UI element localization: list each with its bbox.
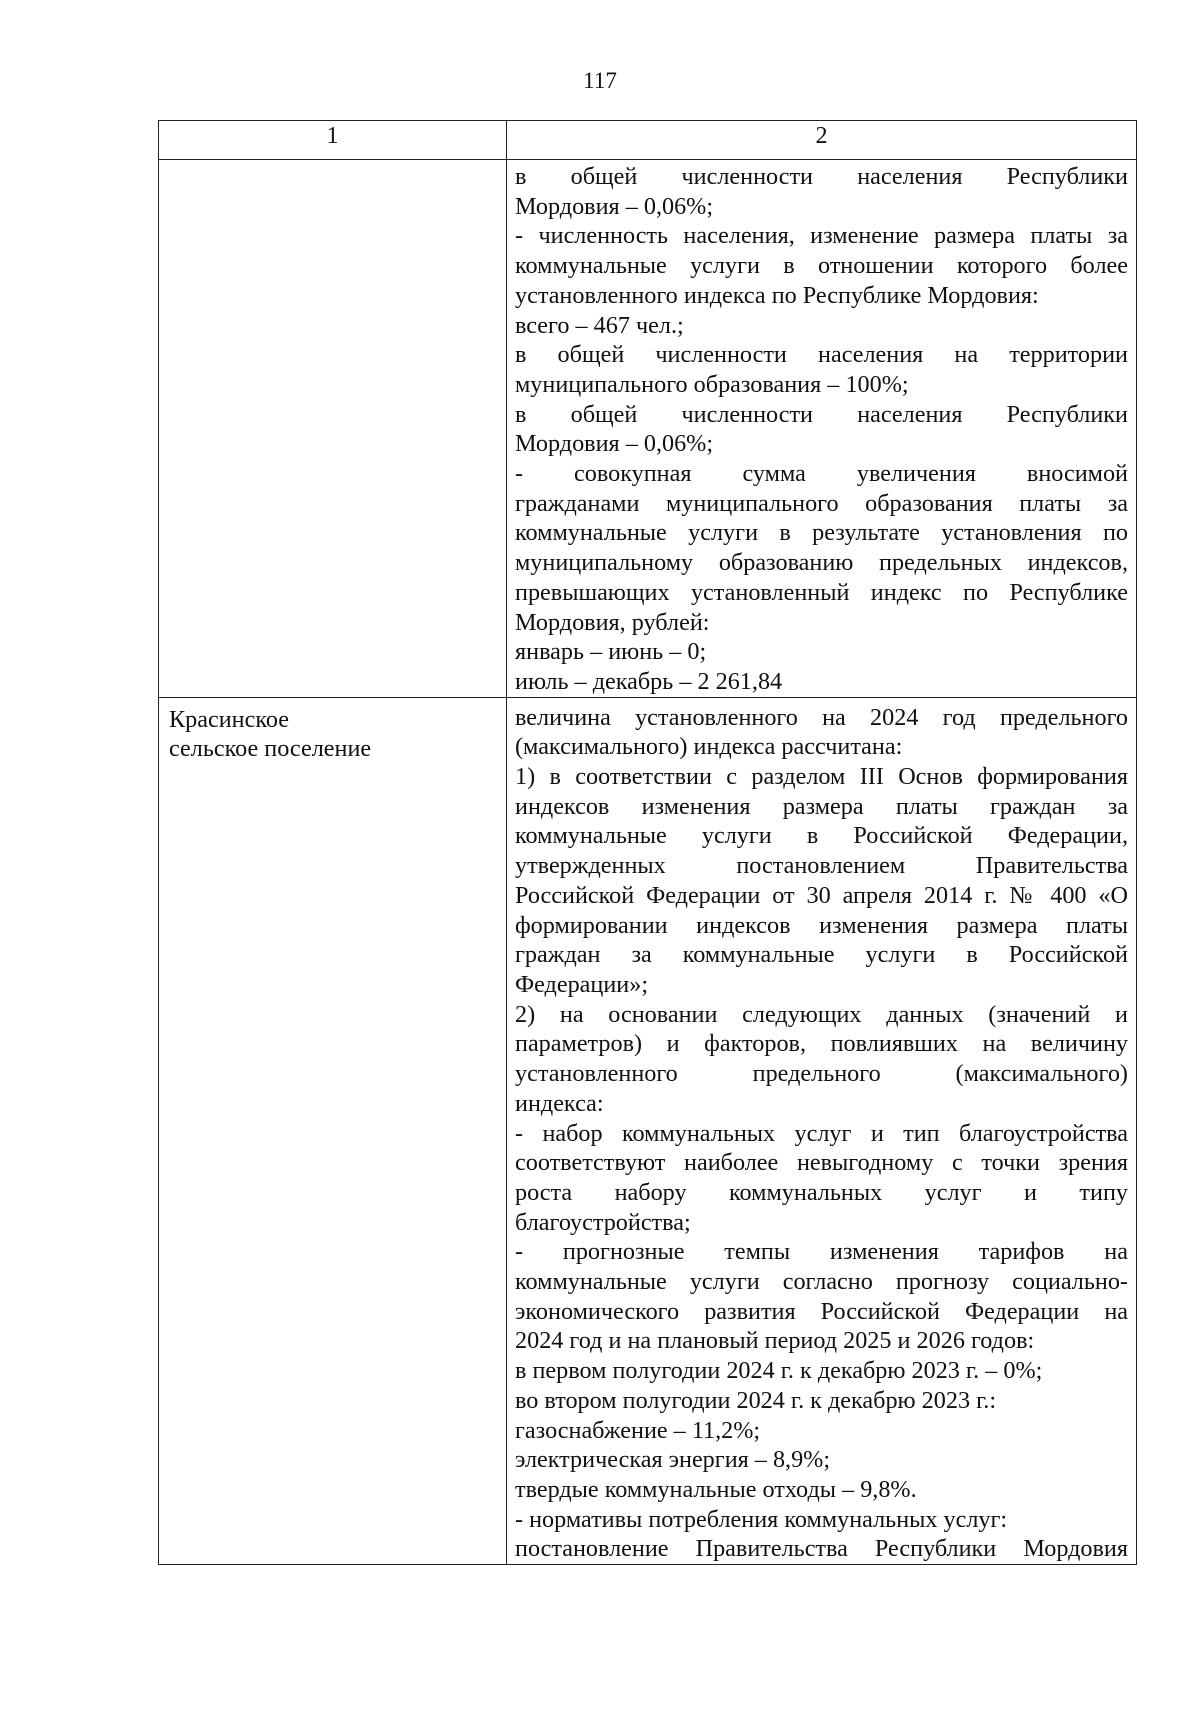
text-line: Мордовия – 0,06%; bbox=[515, 192, 714, 220]
text-line: коммунальные услуги согласно прогнозу социально- bbox=[515, 1268, 1128, 1296]
text-line: июль – декабрь – 2 261,84 bbox=[515, 667, 783, 695]
column-header-1: 1 bbox=[159, 121, 507, 160]
text-line: установленного индекса по Республике Мордовия: bbox=[515, 281, 1039, 309]
text-line: в общей численности населения Республики bbox=[515, 400, 1128, 428]
text-line: гражданами муниципального образования платы за bbox=[515, 489, 1128, 517]
text-line: величина установленного на 2024 год предельного bbox=[515, 703, 1128, 731]
text-line: 1) в соответствии с разделом III Основ формирования bbox=[515, 763, 1128, 791]
text-line: - совокупная сумма увеличения вносимой bbox=[515, 460, 1128, 488]
table-header-row bbox=[159, 121, 1137, 160]
row-1-municipality-cell bbox=[159, 160, 507, 698]
text-line: январь – июнь – 0; bbox=[515, 638, 707, 666]
text-line: газоснабжение – 11,2%; bbox=[515, 1416, 761, 1444]
text-line: - прогнозные темпы изменения тарифов на bbox=[515, 1238, 1128, 1266]
table-row bbox=[159, 160, 1137, 698]
text-line: коммунальные услуги в результате установления по bbox=[515, 519, 1128, 547]
row-2-municipality-cell bbox=[159, 697, 507, 1564]
text-line: экономического развития Российской Федерации на bbox=[515, 1297, 1128, 1325]
text-line: в общей численности населения Республики bbox=[515, 163, 1128, 190]
text-line: индекса: bbox=[515, 1089, 604, 1117]
text-line: коммунальные услуги в Российской Федерации, bbox=[515, 822, 1128, 850]
text-line: установленного предельного (максимального) bbox=[515, 1060, 1128, 1088]
municipality-name-line: сельское поселение bbox=[169, 735, 372, 763]
text-line: Российской Федерации от 30 апреля 2014 г. № 400 «О bbox=[515, 881, 1128, 909]
municipality-name-line: Красинское bbox=[169, 705, 289, 733]
text-line: в общей численности населения на территории bbox=[515, 341, 1128, 369]
column-header-2: 2 bbox=[507, 121, 1137, 160]
text-line: муниципального образования – 100%; bbox=[515, 370, 909, 398]
document-table bbox=[158, 120, 1137, 1565]
text-line: Мордовия – 0,06%; bbox=[515, 430, 714, 458]
text-line: Федерации»; bbox=[515, 970, 649, 998]
text-line: - нормативы потребления коммунальных услуг: bbox=[515, 1505, 1008, 1533]
text-line: формировании индексов изменения размера платы bbox=[515, 911, 1128, 939]
text-line: соответствуют наиболее невыгодному с точки зрения bbox=[515, 1149, 1128, 1177]
text-line: 2024 год и на плановый период 2025 и 2026 годов: bbox=[515, 1327, 1035, 1355]
text-line: индексов изменения размера платы граждан за bbox=[515, 792, 1128, 820]
text-line: превышающих установленный индекс по Республике bbox=[515, 578, 1128, 606]
text-line: благоустройства; bbox=[515, 1208, 691, 1236]
text-line: роста набору коммунальных услуг и типу bbox=[515, 1178, 1128, 1206]
text-line: - набор коммунальных услуг и тип благоустройства bbox=[515, 1119, 1128, 1147]
text-line: параметров) и факторов, повлиявших на величину bbox=[515, 1030, 1128, 1058]
table-row bbox=[159, 697, 1137, 1564]
text-line: муниципальному образованию предельных индексов, bbox=[515, 549, 1128, 577]
text-line: во втором полугодии 2024 г. к декабрю 2023 г.: bbox=[515, 1386, 997, 1414]
row-1-description-cell bbox=[507, 160, 1137, 698]
text-line: 2) на основании следующих данных (значений и bbox=[515, 1000, 1128, 1028]
page-number: 117 bbox=[583, 68, 617, 93]
text-line: - численность населения, изменение размера платы за bbox=[515, 222, 1128, 250]
row-2-description-cell bbox=[507, 697, 1137, 1564]
text-line: в первом полугодии 2024 г. к декабрю 2023 г. – 0%; bbox=[515, 1357, 1043, 1385]
text-line: коммунальные услуги в отношении которого более bbox=[515, 252, 1128, 280]
text-line: постановление Правительства Республики Мордовия bbox=[515, 1535, 1128, 1563]
text-line: утвержденных постановлением Правительства bbox=[515, 852, 1128, 880]
text-line: твердые коммунальные отходы – 9,8%. bbox=[515, 1475, 917, 1503]
text-line: электрическая энергия – 8,9%; bbox=[515, 1446, 831, 1474]
text-line: Мордовия, рублей: bbox=[515, 608, 710, 636]
text-line: всего – 467 чел.; bbox=[515, 311, 684, 339]
text-line: граждан за коммунальные услуги в Российской bbox=[515, 941, 1128, 969]
text-line: (максимального) индекса рассчитана: bbox=[515, 733, 903, 761]
